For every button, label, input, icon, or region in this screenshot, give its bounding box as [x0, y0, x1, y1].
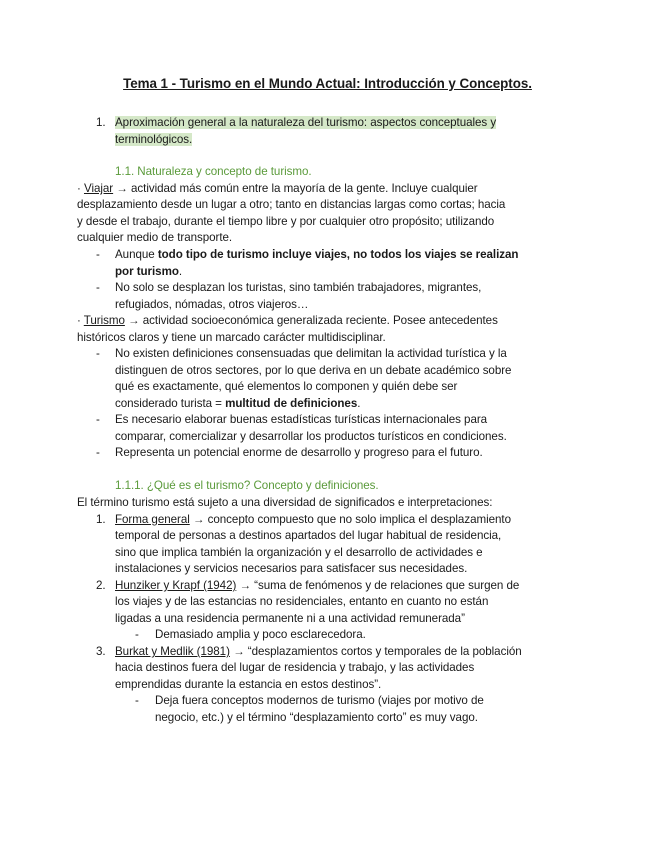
list-item-1-number: 1.	[96, 513, 106, 526]
viajar-paragraph-line4: cualquier medio de transporte.	[77, 231, 233, 244]
document-title: Tema 1 - Turismo en el Mundo Actual: Introducción y Conceptos.	[123, 76, 532, 91]
viajar-bullet-1-line1: Aunque todo tipo de turismo incluye viajes, no todos los viajes se realizan	[115, 248, 519, 261]
list-item-2-sub: Demasiado amplia y poco esclarecedora.	[155, 628, 366, 641]
turismo-bullet-1-dash: -	[96, 347, 100, 360]
turismo-bullet-1-line1: No existen definiciones consensuadas que delimitan la actividad turística y la	[115, 347, 507, 360]
list-item-3-sub-line1: Deja fuera conceptos modernos de turismo (viajes por motivo de	[155, 694, 484, 707]
hunziker-krapf-term: Hunziker y Krapf (1942)	[115, 579, 237, 592]
list-item-2-number: 2.	[96, 579, 106, 592]
forma-general-term: Forma general	[115, 513, 190, 526]
list-item-1-line4: instalaciones y servicios necesarios para satisfacer sus necesidades.	[115, 562, 468, 575]
turismo-bullet-1-line2: distinguen de otros sectores, por lo que deriva en un debate académico sobre	[115, 364, 512, 377]
list-item-3-line1: Burkat y Medlik (1981) → “desplazamientos cortos y temporales de la población	[115, 645, 522, 658]
turismo-bullet-3-dash: -	[96, 446, 100, 459]
turismo-bullet-2-line2: comparar, comercializar y desarrollar los productos turísticos en condiciones.	[115, 430, 507, 443]
list-item-2-line1: Hunziker y Krapf (1942) → “suma de fenómenos y de relaciones que surgen de	[115, 579, 520, 592]
turismo-paragraph-line1: · Turismo → actividad socioeconómica generalizada reciente. Posee antecedentes	[77, 314, 498, 327]
viajar-bullet-1-line2: por turismo.	[115, 265, 183, 278]
turismo-bullet-1-line3: qué es exactamente, qué elementos lo componen y quién debe ser	[115, 380, 458, 393]
list-item-1-line2: temporal de personas a destinos apartados del lugar habitual de residencia,	[115, 529, 502, 542]
list-item-3-number: 3.	[96, 645, 106, 658]
section-1-number: 1.	[96, 116, 106, 129]
list-item-1-line1: Forma general → concepto compuesto que no solo implica el desplazamiento	[115, 513, 511, 526]
turismo-term: Turismo	[83, 314, 125, 327]
viajar-term: Viajar	[83, 182, 114, 195]
list-item-3-sub-line2: negocio, etc.) y el término “desplazamiento corto” es muy vago.	[155, 711, 478, 724]
turismo-bullet-3: Representa un potencial enorme de desarrollo y progreso para el futuro.	[115, 446, 483, 459]
section-1-heading-line1: Aproximación general a la naturaleza del turismo: aspectos conceptuales y	[115, 116, 497, 129]
list-item-2-line2: los viajes y de las estancias no residenciales, entanto en cuanto no están	[115, 595, 489, 608]
turismo-bullet-2-line1: Es necesario elaborar buenas estadísticas turísticas internacionales para	[115, 413, 488, 426]
viajar-paragraph-line3: y desde el trabajo, durante el tiempo libre y por cualquier otro propósito; utilizando	[77, 215, 495, 228]
viajar-bullet-2-dash: -	[96, 281, 100, 294]
list-item-2-sub-dash: -	[135, 628, 139, 641]
list-item-1-line3: sino que implica también la organización y el desarrollo de actividades e	[115, 546, 483, 559]
viajar-paragraph-line2: desplazamiento desde un lugar a otro; tanto en distancias largas como cortas; hacia	[77, 198, 506, 211]
list-item-3-line2: hacia destinos fuera del lugar de residencia y trabajo, y las actividades	[115, 661, 475, 674]
section-1-heading-line2: terminológicos.	[115, 133, 193, 146]
subsection-1-1-heading: 1.1. Naturaleza y concepto de turismo.	[115, 165, 312, 178]
list-item-3-sub-dash: -	[135, 694, 139, 707]
subsection-1-1-1-heading: 1.1.1. ¿Qué es el turismo? Concepto y definiciones.	[115, 479, 379, 492]
turismo-paragraph-line2: históricos claros y tiene un marcado carácter multidisciplinar.	[77, 331, 386, 344]
turismo-bullet-1-line4: considerado turista = multitud de definiciones.	[115, 397, 361, 410]
burkat-medlik-term: Burkat y Medlik (1981)	[115, 645, 230, 658]
viajar-bullet-2-line2: refugiados, nómadas, otros viajeros…	[115, 298, 309, 311]
turismo-bullet-2-dash: -	[96, 413, 100, 426]
viajar-bullet-1-dash: -	[96, 248, 100, 261]
list-item-3-line3: emprendidas durante la estancia en estos destinos”.	[115, 678, 382, 691]
viajar-bullet-2-line1: No solo se desplazan los turistas, sino también trabajadores, migrantes,	[115, 281, 482, 294]
list-item-2-line3: ligadas a una residencia permanente ni a una actividad remunerada”	[115, 612, 465, 625]
viajar-paragraph-line1: · Viajar → actividad más común entre la mayoría de la gente. Incluye cualquier	[77, 182, 478, 195]
definitions-intro: El término turismo está sujeto a una diversidad de significados e interpretaciones:	[77, 496, 493, 509]
